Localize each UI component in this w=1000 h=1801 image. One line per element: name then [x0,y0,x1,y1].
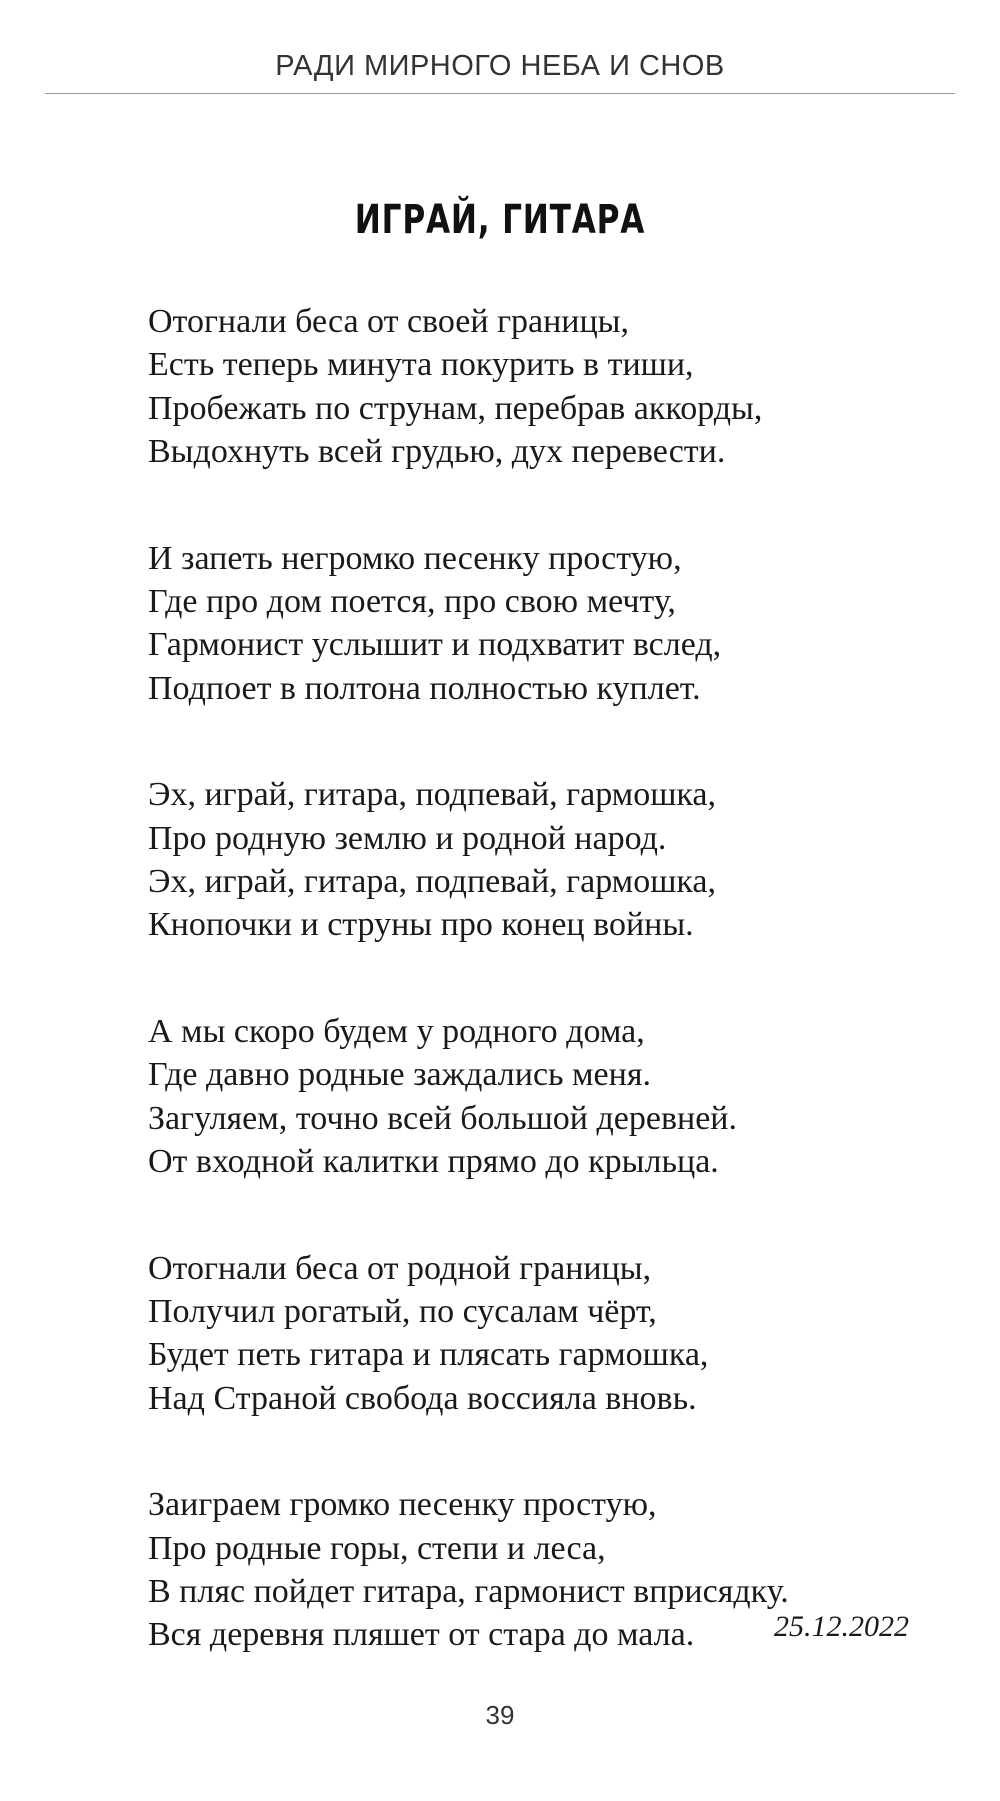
poem-line: Где давно родные заждались меня. [148,1056,651,1094]
poem-title: ИГРАЙ, ГИТАРА [354,197,646,243]
stanza [148,1247,968,1421]
poem-line: Про родные горы, степи и леса, [148,1529,606,1567]
stanza [148,537,968,711]
poem-line: Выдохнуть всей грудью, дух перевести. [148,433,726,471]
poem-line: Получил рогатый, по сусалам чёрт, [148,1292,657,1330]
poem-line: Есть теперь минута покурить в тиши, [148,346,694,384]
header-divider [45,93,955,94]
poem-line: Подпоет в полтона полностью куплет. [148,669,701,707]
poem-date: 25.12.2022 [774,1610,909,1643]
stanza [148,773,968,947]
poem-line: Где про дом поется, про свою мечту, [148,583,676,621]
poem-line: Пробежать по струнам, перебрав аккорды, [148,389,763,427]
running-header: РАДИ МИРНОГО НЕБА И СНОВ [275,50,725,82]
stanza [148,1010,968,1184]
poem-line: Будет петь гитара и плясать гармошка, [148,1336,709,1374]
poem-line: Эх, играй, гитара, подпевай, гармошка, [148,776,716,814]
poem-line: А мы скоро будем у родного дома, [148,1012,645,1050]
poem-line: Гармонист услышит и подхватит вслед, [148,626,722,664]
poem-line: Заиграем громко песенку простую, [148,1486,657,1524]
poem-line: И запеть негромко песенку простую, [148,539,682,577]
poem-line: Загуляем, точно всей большой деревней. [148,1099,737,1137]
poem-line: Отогнали беса от своей границы, [148,303,630,340]
poem-line: Отогнали беса от родной границы, [148,1249,652,1287]
poem-line: Про родную землю и родной народ. [148,819,667,857]
poem-line: От входной калитки прямо до крыльца. [148,1143,719,1181]
poem-line: Над Страной свобода воссияла вновь. [148,1379,697,1417]
poem-line: Вся деревня пляшет от стара до мала. [148,1616,695,1654]
poem-body [148,300,968,1720]
poem-line: Кнопочки и струны про конец войны. [148,906,694,944]
poem-line: Эх, играй, гитара, подпевай, гармошка, [148,863,716,901]
poem-line: В пляс пойдет гитара, гармонист вприсядку. [148,1572,789,1610]
page-number: 39 [485,1700,515,1730]
stanza [148,300,968,474]
